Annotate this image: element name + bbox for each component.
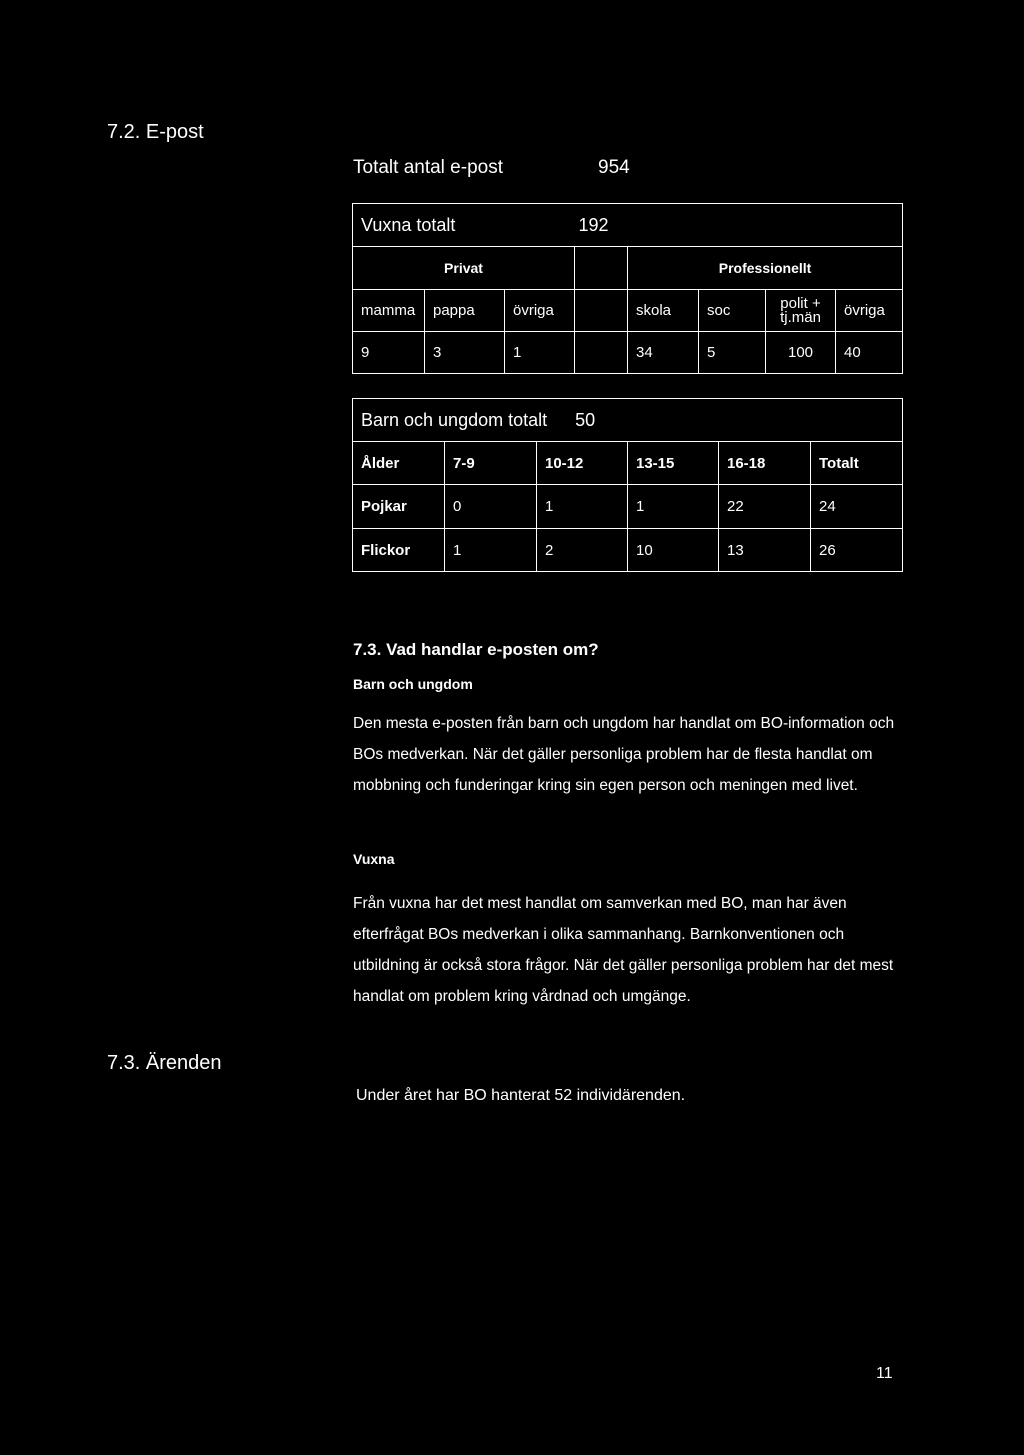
table-cell: 24 — [811, 485, 903, 529]
total-email-value: 954 — [598, 157, 630, 178]
column-header: mamma — [353, 290, 425, 332]
column-header: 7-9 — [445, 442, 537, 485]
table-cell: 34 — [628, 332, 699, 374]
column-header: 10-12 — [537, 442, 628, 485]
table-cell: 22 — [719, 485, 811, 529]
table-cell: 2 — [537, 529, 628, 572]
column-header: Totalt — [811, 442, 903, 485]
column-header: övriga — [505, 290, 575, 332]
row-header: Pojkar — [353, 485, 445, 529]
youth-table — [352, 398, 903, 572]
table-cell: 13 — [719, 529, 811, 572]
section-heading-7-2: 7.2. E-post — [107, 121, 204, 143]
section-heading-7-3: 7.3. Vad handlar e-posten om? — [353, 640, 599, 659]
section-heading-arenden: 7.3. Ärenden — [107, 1052, 222, 1074]
adults-total-value: 192 — [578, 214, 609, 235]
column-header: övriga — [836, 290, 903, 332]
column-header: soc — [699, 290, 766, 332]
adults-table-title-row — [353, 204, 903, 247]
table-cell: 0 — [445, 485, 537, 529]
table-cell: 9 — [353, 332, 425, 374]
row-header: Flickor — [353, 529, 445, 572]
total-email-label: Totalt antal e-post — [353, 157, 503, 178]
column-header: pappa — [425, 290, 505, 332]
column-header: Ålder — [353, 442, 445, 485]
empty-cell — [575, 247, 628, 290]
table-cell: 26 — [811, 529, 903, 572]
table-cell: 40 — [836, 332, 903, 374]
table-cell: 100 — [766, 332, 836, 374]
adults-table — [352, 203, 903, 374]
table-cell: 1 — [628, 485, 719, 529]
column-header: polit + tj.män — [766, 290, 836, 332]
empty-cell — [575, 290, 628, 332]
youth-subheading: Barn och ungdom — [353, 676, 473, 692]
arenden-text: Under året har BO hanterat 52 individärenden. — [356, 1087, 686, 1104]
professional-group-header: Professionellt — [628, 247, 903, 290]
empty-cell — [575, 332, 628, 374]
private-group-header: Privat — [353, 247, 575, 290]
column-header: 16-18 — [719, 442, 811, 485]
table-cell: 10 — [628, 529, 719, 572]
youth-paragraph: Den mesta e-posten från barn och ungdom har handlat om BO-information och BOs medverkan. När det gäller personliga problem har de flesta handlat om mobbning och funderingar kring sin egen person och meningen med livet. — [353, 715, 895, 794]
table-cell: 5 — [699, 332, 766, 374]
table-cell: 1 — [445, 529, 537, 572]
table-cell: 1 — [537, 485, 628, 529]
page-number: 11 — [876, 1365, 893, 1382]
column-header: skola — [628, 290, 699, 332]
youth-total-label: Barn och ungdom totalt — [361, 409, 548, 430]
column-header: 13-15 — [628, 442, 719, 485]
youth-table-title-row — [353, 399, 903, 442]
adult-paragraph: Från vuxna har det mest handlat om samverkan med BO, man har även efterfrågat BOs medverkan i olika sammanhang. Barnkonventionen och utbildning är också stora frågor. När det gäller personliga problem har det mest handlat om problem kring vårdnad och umgänge. — [353, 895, 894, 1005]
table-cell: 3 — [425, 332, 505, 374]
adults-total-label: Vuxna totalt — [361, 214, 456, 235]
table-cell: 1 — [505, 332, 575, 374]
adult-subheading: Vuxna — [353, 851, 395, 867]
youth-total-value: 50 — [575, 409, 596, 430]
